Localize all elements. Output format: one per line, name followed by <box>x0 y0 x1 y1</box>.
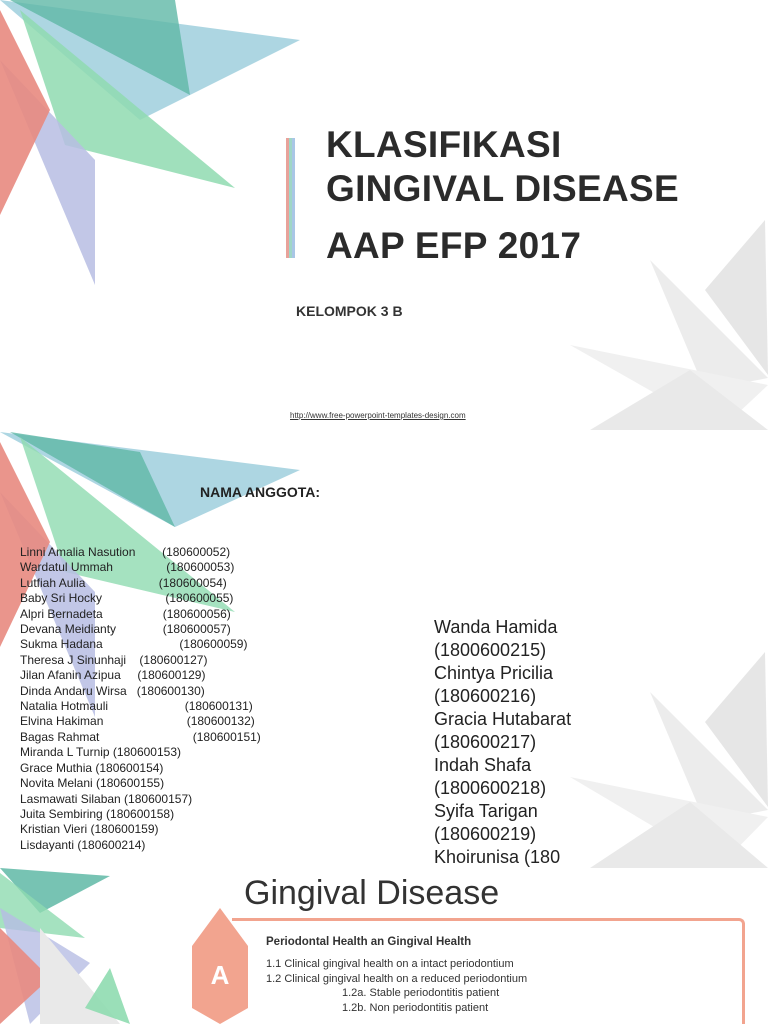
list-item: Syifa Tarigan (180600219) <box>434 801 538 844</box>
accent-bar <box>286 138 296 258</box>
section-title: Periodontal Health an Gingival Health <box>266 936 472 948</box>
list-item: 1.1 Clinical gingival health on a intact periodontium <box>266 958 514 970</box>
list-item: Elvina Hakiman (180600132) <box>20 714 255 729</box>
list-item: Khoirunisa (180 <box>434 847 561 867</box>
list-item: Bagas Rahmat (180600151) <box>20 729 261 744</box>
list-item: Natalia Hotmauli (180600131) <box>20 699 253 714</box>
list-item: Gracia Hutabarat (180600217) <box>434 709 572 752</box>
list-item: Indah Shafa (1800600218) <box>434 755 547 798</box>
template-link[interactable]: http://www.free-powerpoint-templates-design.com <box>290 411 466 420</box>
list-item: Lisdayanti (180600214) <box>20 837 146 852</box>
decorative-shapes <box>0 0 768 432</box>
list-item: Jilan Afanin Azipua (180600129) <box>20 668 206 683</box>
members-list <box>20 545 261 853</box>
list-item: Dinda Andaru Wirsa (180600130) <box>20 683 205 698</box>
slide-title: Gingival Disease <box>244 874 500 912</box>
list-item: Lasmawati Silaban (180600157) <box>20 791 193 806</box>
section-lines <box>266 957 527 1015</box>
list-subitem: 1.2b. Non periodontitis patient <box>342 1001 489 1014</box>
list-item: Baby Sri Hocky (180600055) <box>20 591 234 606</box>
list-item: 1.2 Clinical gingival health on a reduced periodontium <box>266 972 528 985</box>
title-line-2: GINGIVAL DISEASE <box>326 168 679 209</box>
slide-title <box>0 0 768 432</box>
subtitle: KELOMPOK 3 B <box>296 303 403 319</box>
members-list-right <box>434 616 574 867</box>
list-item: Wanda Hamida (1800600215) <box>434 617 558 660</box>
list-item: Novita Melani (180600155) <box>20 776 165 791</box>
list-item: Kristian Vieri (180600159) <box>20 822 159 837</box>
slide-members <box>0 432 768 868</box>
list-item: Miranda L Turnip (180600153) <box>20 745 181 760</box>
list-item: Juita Sembiring (180600158) <box>20 806 175 821</box>
title-line-3: AAP EFP 2017 <box>326 225 582 266</box>
list-item: Sukma Hadana (180600059) <box>20 637 248 652</box>
list-item: Theresa J Sinunhaji (180600127) <box>20 652 208 667</box>
members-heading: NAMA ANGGOTA: <box>200 484 321 500</box>
list-item: Chintya Pricilia (180600216) <box>434 663 554 706</box>
list-subitem: 1.2a. Stable periodontitis patient <box>342 987 500 999</box>
slide-gingival-disease <box>0 868 768 1024</box>
list-item: Wardatul Ummah (180600053) <box>20 560 235 575</box>
list-item: Devana Meidianty (180600057) <box>20 622 231 637</box>
list-item: Alpri Bernadeta (180600056) <box>20 606 231 621</box>
list-item: Lutfiah Aulia (180600054) <box>20 575 227 590</box>
list-item: Linni Amalia Nasution (180600052) <box>20 545 231 559</box>
section-badge: A <box>210 960 230 990</box>
title-line-1: KLASIFIKASI <box>326 124 562 165</box>
list-item: Grace Muthia (180600154) <box>20 760 164 775</box>
